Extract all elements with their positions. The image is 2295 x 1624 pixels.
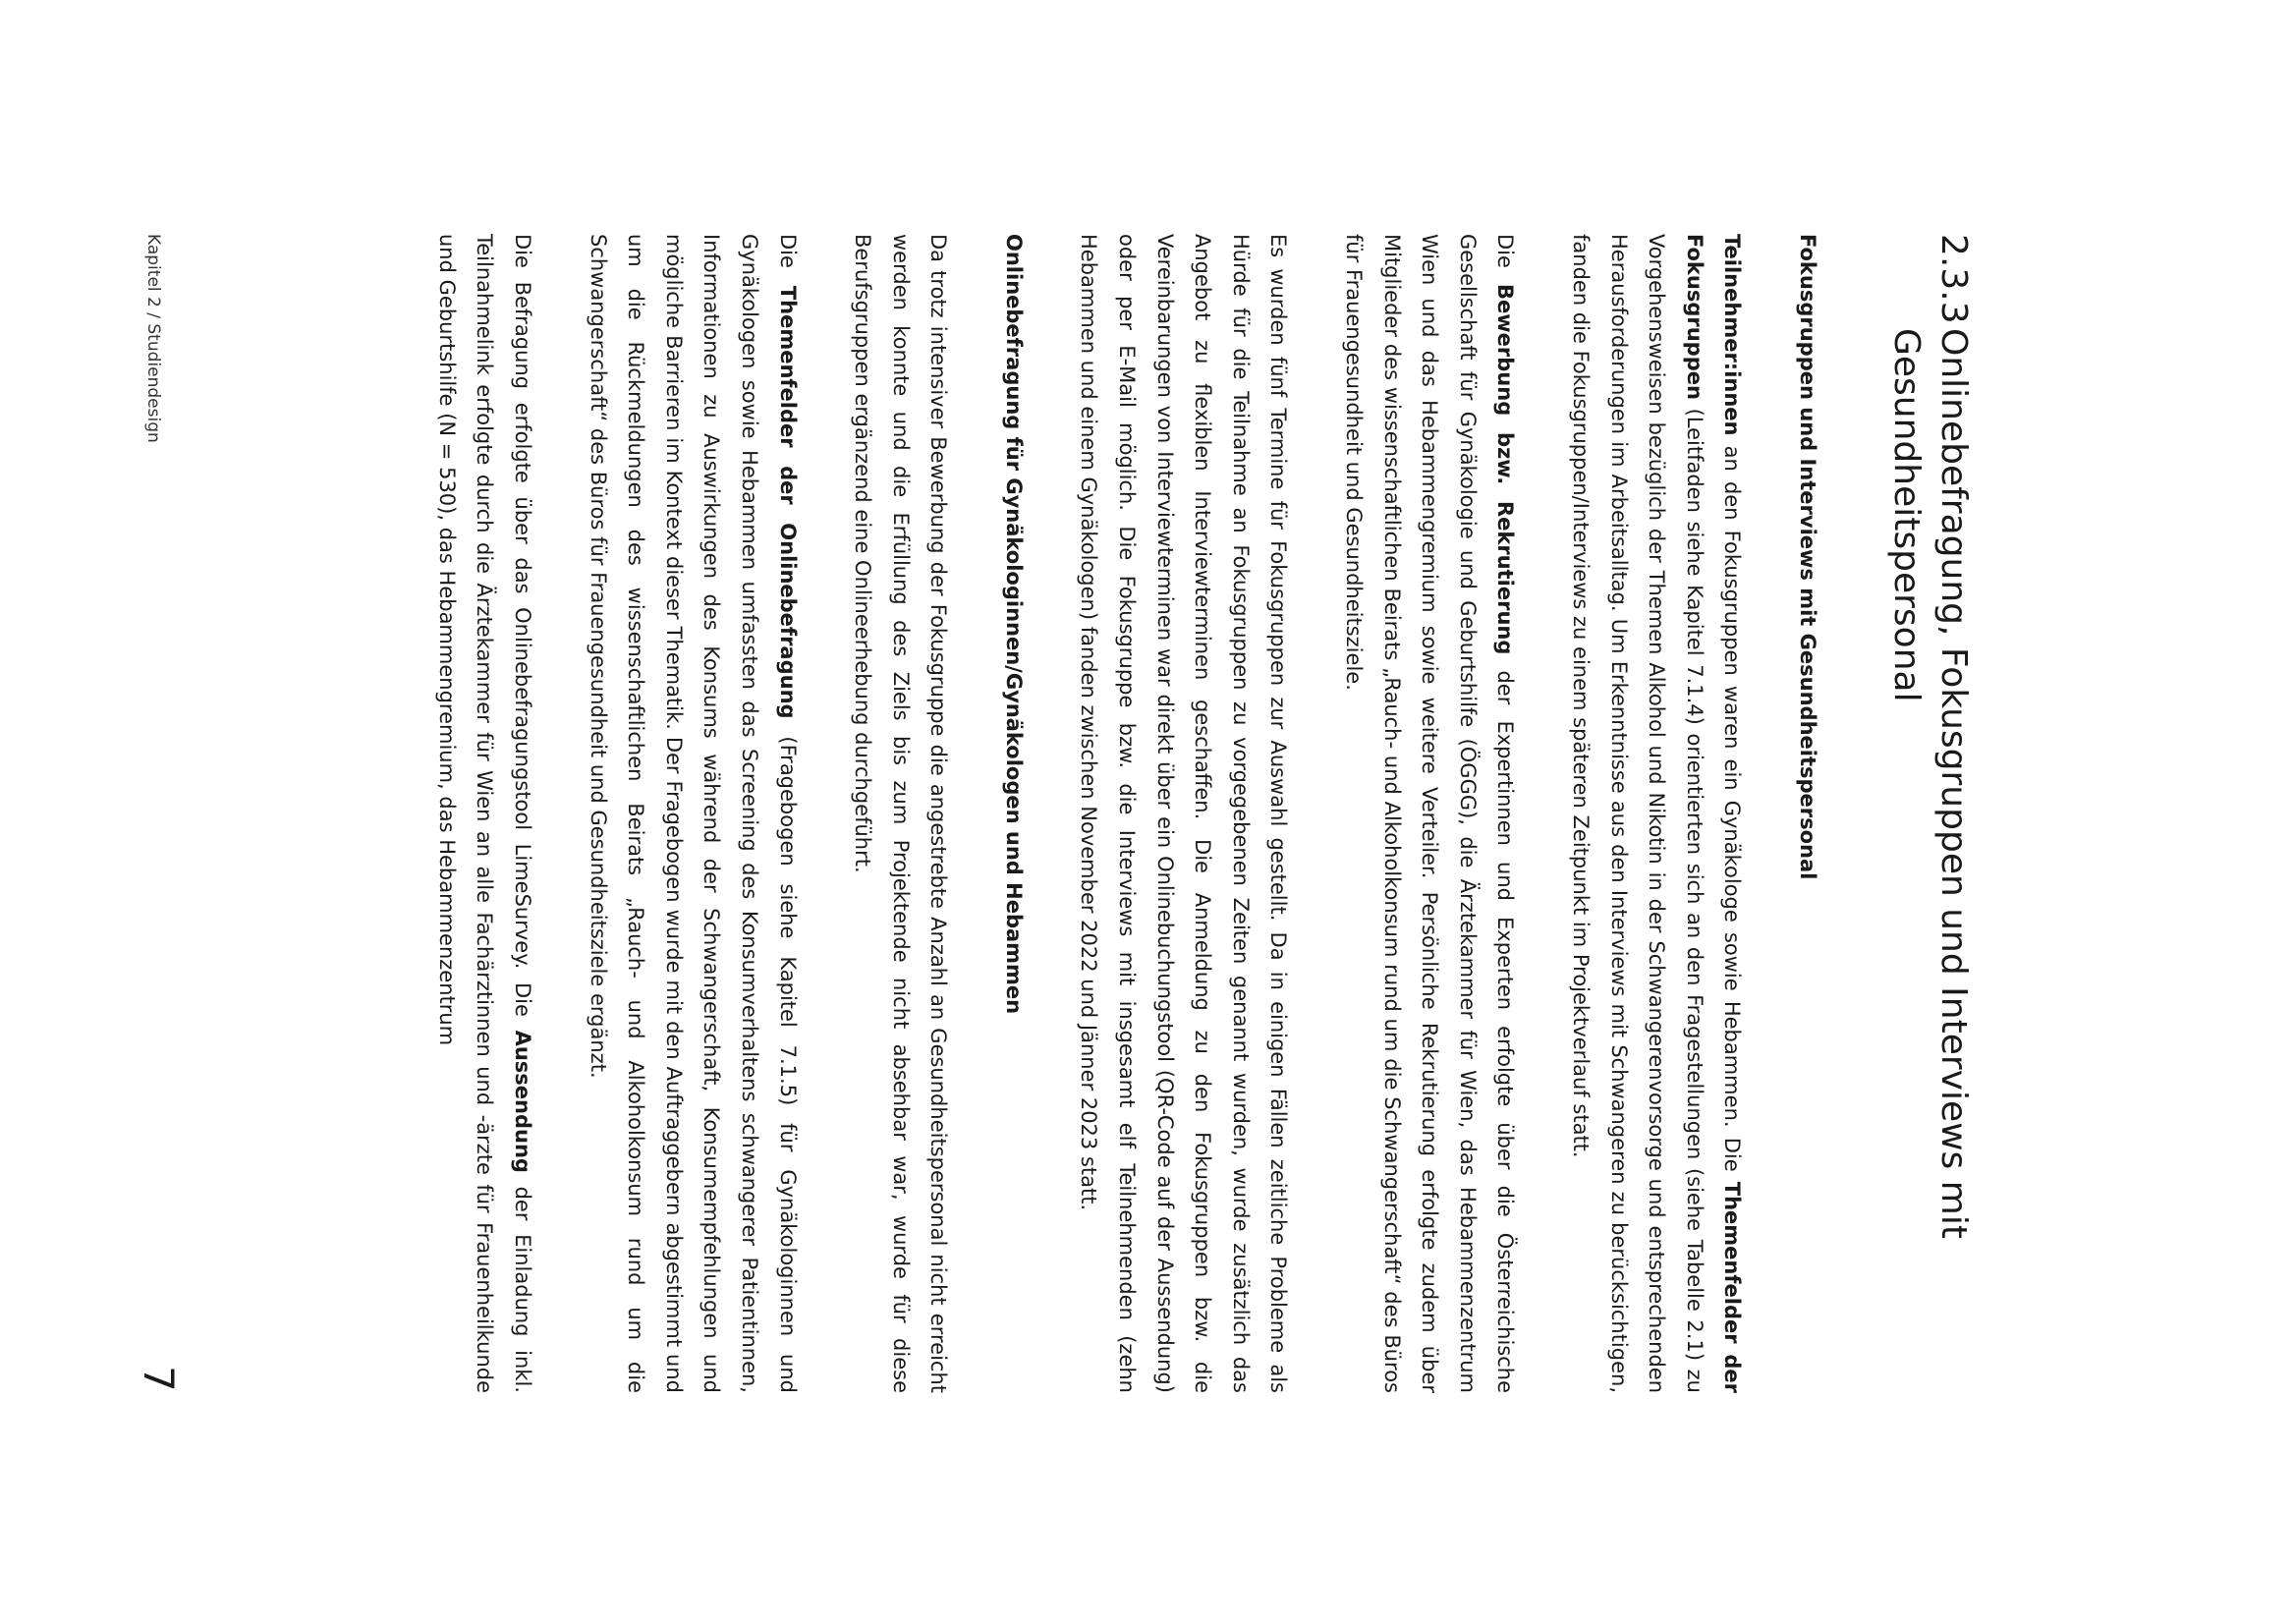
paragraph-survey-distribution (427, 234, 541, 1393)
paragraph-survey-topics (579, 234, 807, 1393)
paragraph-text: an den Fokusgruppen waren ein Gynäkologe sowie Hebammen. Die (1720, 435, 1745, 1182)
paragraph-online-survey-reason: Da trotz intensiver Bewerbung der Fokusgruppe die angestrebte Anzahl an Gesundheitspersonal nicht erreicht werden konnte und die Erfüllung des Ziels bis zum Projektende nicht absehbar war, wurde für diese Berufsgruppen ergänzend eine Onlineerhebung durchgeführt. (851, 234, 951, 1393)
subsection-heading-focus-groups: Fokusgruppen und Interviews mit Gesundheitspersonal (1796, 234, 1819, 880)
paragraph-text: Die Befragung erfolgte über das Onlinebefragungstool LimeSurvey. Die (510, 234, 534, 1031)
section-number: 2.3.3 (1933, 234, 1974, 324)
bold-term: Themenfelder der Fokusgruppen (1682, 234, 1745, 1393)
paragraph-text: (Leitfaden siehe Kapitel 7.1.4) orientierten sich an den Fragestellungen (siehe Tabelle 2.1) zu Vorgehensweisen bezüglich der Themen Alkohol und Nikotin in der Schwangerenvorsorge und entsprechenden Herausforderungen im Arbeitsalltag. Um Erkenntnisse aus den Interviews mit Schwangeren zu berücksichtigen, fanden die Fokusgruppen/Interviews zu einem späteren Zeitpunkt im Projektverlauf statt. (1569, 234, 1707, 1393)
paragraph-participants (1561, 234, 1751, 1393)
bold-term: Bewerbung bzw. Rekrutierung (1493, 284, 1518, 655)
subsection-heading-online-survey: Onlinebefragung für Gynäkologinnen/Gynäkologen und Hebammen (1001, 234, 1026, 1015)
paragraph-text: der Einladung inkl. Teilnahmelink erfolgte durch die Ärztekammer für Wien an alle Fachärztinnen und -ärzte für Frauenheilkunde und Geburtshilfe (N = 530), das Hebammengremium, das Hebammenzentrum (434, 234, 534, 1393)
paragraph-text: der Expertinnen und Experten erfolgte über die Österreichische Gesellschaft für Gynäkologie und Geburtshilfe (ÖGGG), die Ärztekammer für Wien, das Hebammenzentrum Wien und das Hebammengremium sowie weitere Verteiler. Persönliche Rekrutierung erfolgte zudem über Mitglieder des wissenschaftlichen Beirats „Rauch- und Alkoholkonsum rund um die Schwangerschaft“ des Büros für Frauengesundheit und Gesundheitsziele. (1342, 234, 1518, 1393)
bold-term: Teilnehmer:innen (1720, 234, 1745, 436)
paragraph-text: (Fragebogen siehe Kapitel 7.1.5) für Gynäkologinnen und Gynäkologen sowie Hebammen umfassten das Screening des Konsumverhaltens schwangerer Patientinnen, Informationen zu Auswirkungen des Konsums während der Schwangerschaft, Konsumempfehlungen und mögliche Barrieren im Kontext dieser Thematik. Der Fragebogen wurde mit den Auftraggebern abgestimmt und um die Rückmeldungen des wissenschaftlichen Beirats „Rauch- und Alkoholkonsum rund um die Schwangerschaft“ des Büros für Frauengesundheit und Gesundheitsziele ergänzt. (586, 234, 800, 1393)
paragraph-appointments: Es wurden fünf Termine für Fokusgruppen zur Auswahl gestellt. Da in einigen Fällen zeitliche Probleme als Hürde für die Teilnahme an Fokusgruppen zu vorgegebenen Zeiten genannt wurden, wurde zusätzlich das Angebot zu flexiblen Interviewterminen geschaffen. Die Anmeldung zu den Fokusgruppen bzw. die Vereinbarungen von Interviewterminen war direkt über ein Onlinebuchungstool (QR-Code auf der Aussendung) oder per E-Mail möglich. Die Fokusgruppe bzw. die Interviews mit insgesamt elf Teilnehmenden (zehn Hebammen und einem Gynäkologen) fanden zwischen November 2022 und Jänner 2023 statt. (1077, 234, 1291, 1393)
paragraph-recruitment (1334, 234, 1524, 1393)
page-number: 7 (135, 1366, 183, 1392)
section-title (1882, 234, 1977, 1413)
paragraph-text: Die (775, 234, 800, 286)
footer-chapter-label: Kapitel 2 / Studiendesign (143, 234, 163, 443)
section-title-text: Onlinebefragung, Fokusgruppen und Interviews mit Gesundheitspersonal (1886, 328, 1974, 1239)
bold-term: Aussendung (510, 1030, 534, 1173)
body-content (390, 234, 1826, 1393)
bold-term: Themenfelder der Onlinebefragung (775, 285, 800, 719)
paragraph-text: Die (1493, 234, 1518, 285)
